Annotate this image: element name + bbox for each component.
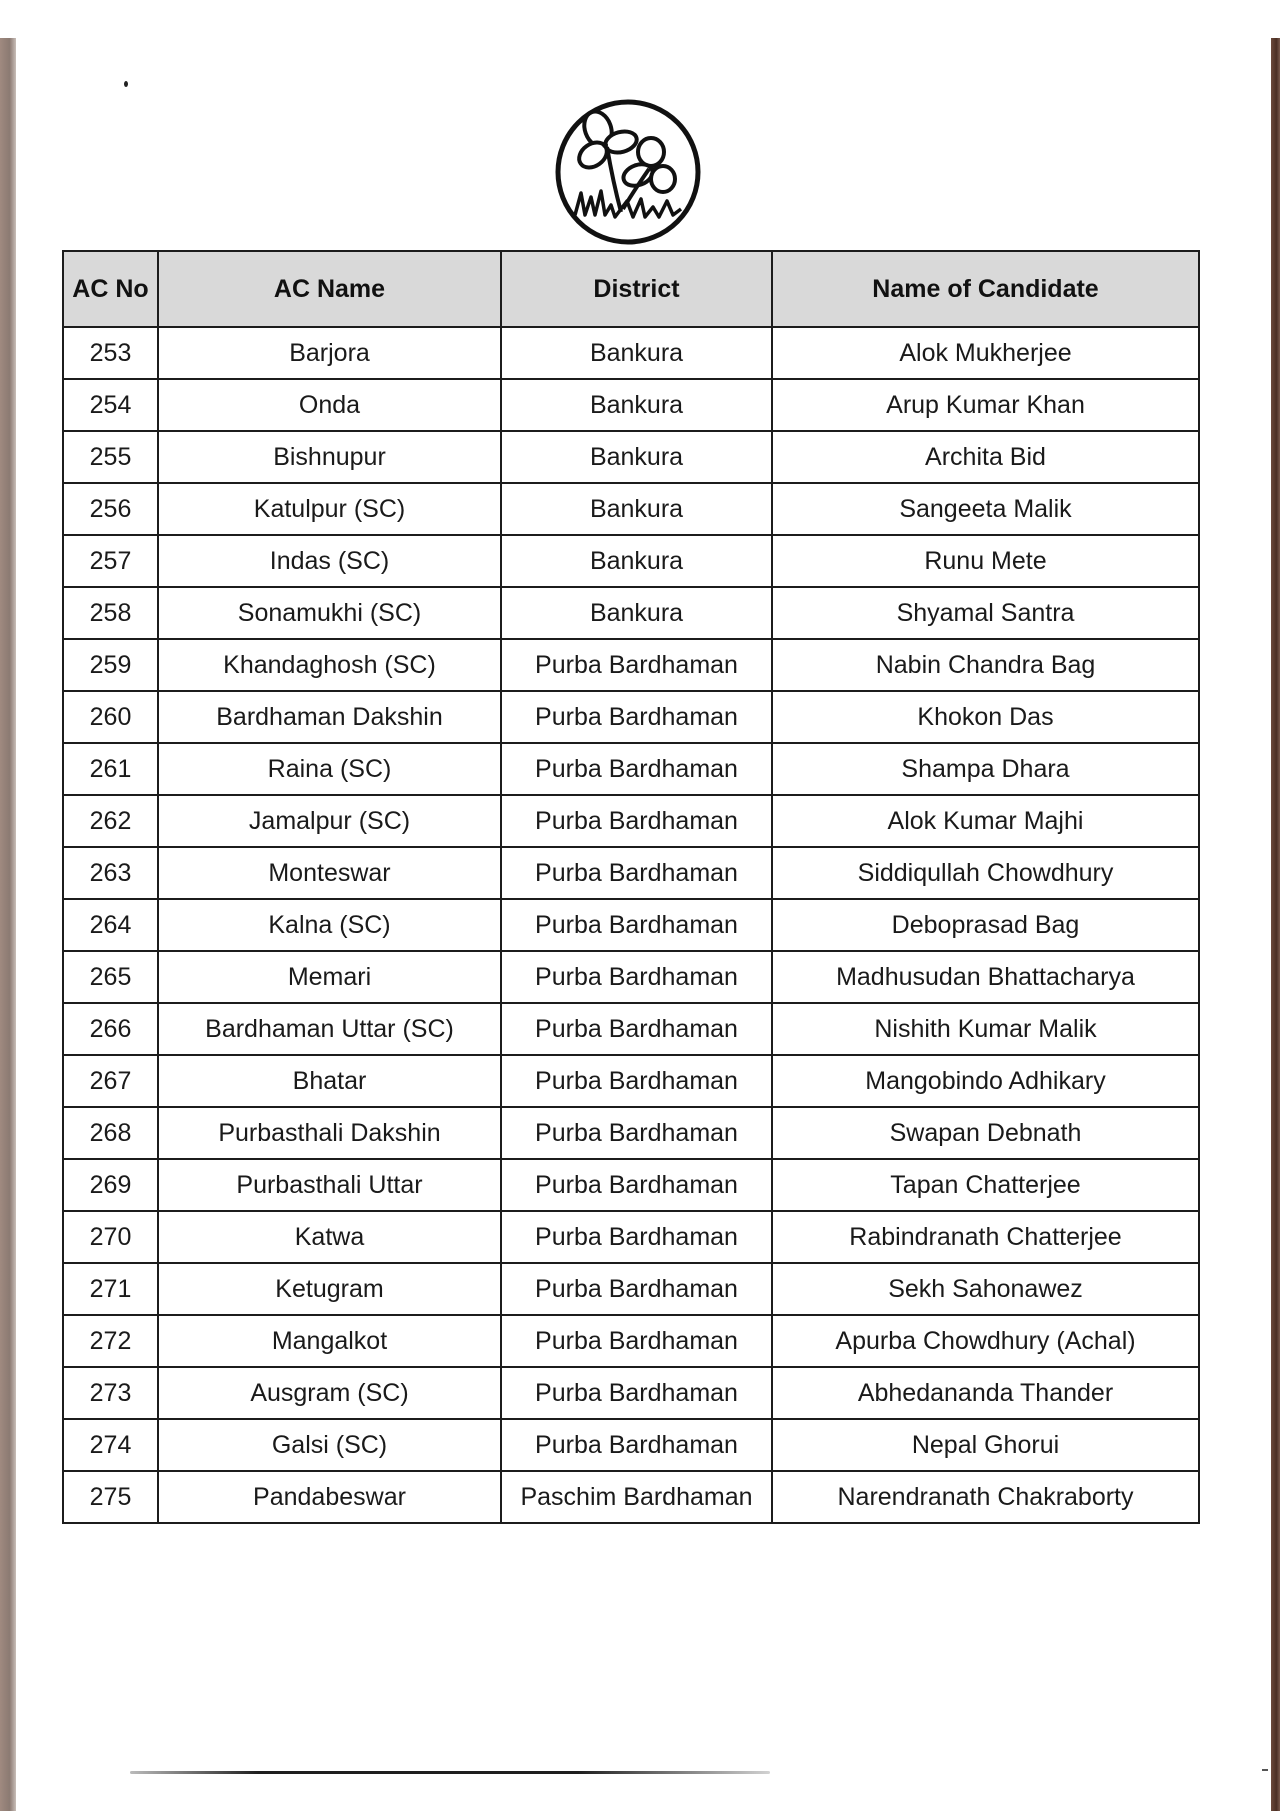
table-row xyxy=(63,535,1199,587)
cell-district: Bankura xyxy=(501,483,772,535)
header-candidate: Name of Candidate xyxy=(772,251,1199,327)
cell-ac-name: Monteswar xyxy=(158,847,501,899)
cell-ac-name: Memari xyxy=(158,951,501,1003)
cell-ac-no: 273 xyxy=(63,1367,158,1419)
cell-candidate: Shampa Dhara xyxy=(772,743,1199,795)
cell-district: Purba Bardhaman xyxy=(501,1315,772,1367)
cell-ac-name: Bardhaman Dakshin xyxy=(158,691,501,743)
cell-ac-no: 260 xyxy=(63,691,158,743)
table-row xyxy=(63,1003,1199,1055)
cell-ac-name: Bhatar xyxy=(158,1055,501,1107)
cell-ac-no: 262 xyxy=(63,795,158,847)
cell-ac-name: Ketugram xyxy=(158,1263,501,1315)
cell-ac-no: 259 xyxy=(63,639,158,691)
cell-ac-no: 254 xyxy=(63,379,158,431)
table-row xyxy=(63,1211,1199,1263)
cell-candidate: Shyamal Santra xyxy=(772,587,1199,639)
cell-ac-no: 261 xyxy=(63,743,158,795)
cell-district: Bankura xyxy=(501,327,772,379)
cell-candidate: Narendranath Chakraborty xyxy=(772,1471,1199,1523)
cell-ac-no: 255 xyxy=(63,431,158,483)
paper-edge-left xyxy=(0,38,16,1811)
cell-ac-name: Onda xyxy=(158,379,501,431)
cell-candidate: Sekh Sahonawez xyxy=(772,1263,1199,1315)
cell-ac-name: Khandaghosh (SC) xyxy=(158,639,501,691)
cell-ac-name: Jamalpur (SC) xyxy=(158,795,501,847)
cell-candidate: Nishith Kumar Malik xyxy=(772,1003,1199,1055)
cell-district: Bankura xyxy=(501,587,772,639)
table-row xyxy=(63,639,1199,691)
paper-edge-right xyxy=(1271,38,1280,1811)
cell-ac-no: 268 xyxy=(63,1107,158,1159)
cell-ac-no: 265 xyxy=(63,951,158,1003)
ink-speck xyxy=(124,81,128,87)
cell-candidate: Runu Mete xyxy=(772,535,1199,587)
cell-ac-name: Katulpur (SC) xyxy=(158,483,501,535)
cell-ac-no: 270 xyxy=(63,1211,158,1263)
cell-district: Purba Bardhaman xyxy=(501,1211,772,1263)
cell-ac-name: Barjora xyxy=(158,327,501,379)
cell-candidate: Alok Kumar Majhi xyxy=(772,795,1199,847)
table-row xyxy=(63,1107,1199,1159)
cell-ac-no: 256 xyxy=(63,483,158,535)
cell-district: Purba Bardhaman xyxy=(501,1107,772,1159)
cell-district: Purba Bardhaman xyxy=(501,1003,772,1055)
table-row xyxy=(63,1315,1199,1367)
cell-candidate: Rabindranath Chatterjee xyxy=(772,1211,1199,1263)
cell-ac-no: 272 xyxy=(63,1315,158,1367)
cell-district: Purba Bardhaman xyxy=(501,1367,772,1419)
cell-candidate: Nepal Ghorui xyxy=(772,1419,1199,1471)
table-header-row xyxy=(63,251,1199,327)
cell-ac-name: Bardhaman Uttar (SC) xyxy=(158,1003,501,1055)
cell-ac-name: Indas (SC) xyxy=(158,535,501,587)
cell-district: Paschim Bardhaman xyxy=(501,1471,772,1523)
cell-ac-name: Raina (SC) xyxy=(158,743,501,795)
cell-candidate: Archita Bid xyxy=(772,431,1199,483)
cell-candidate: Arup Kumar Khan xyxy=(772,379,1199,431)
table-row xyxy=(63,743,1199,795)
cell-candidate: Alok Mukherjee xyxy=(772,327,1199,379)
cell-district: Purba Bardhaman xyxy=(501,1159,772,1211)
edge-mark xyxy=(1262,1769,1268,1771)
cell-ac-name: Purbasthali Dakshin xyxy=(158,1107,501,1159)
cell-district: Purba Bardhaman xyxy=(501,1263,772,1315)
table-row xyxy=(63,691,1199,743)
cell-candidate: Nabin Chandra Bag xyxy=(772,639,1199,691)
cell-ac-no: 274 xyxy=(63,1419,158,1471)
cell-ac-name: Sonamukhi (SC) xyxy=(158,587,501,639)
cell-ac-name: Purbasthali Uttar xyxy=(158,1159,501,1211)
candidate-list-table xyxy=(62,250,1200,1524)
cell-ac-no: 275 xyxy=(63,1471,158,1523)
cell-candidate: Abhedananda Thander xyxy=(772,1367,1199,1419)
twin-flower-logo-icon xyxy=(553,97,703,247)
cell-ac-name: Katwa xyxy=(158,1211,501,1263)
cell-district: Bankura xyxy=(501,535,772,587)
cell-ac-name: Bishnupur xyxy=(158,431,501,483)
cell-ac-no: 257 xyxy=(63,535,158,587)
table-row xyxy=(63,327,1199,379)
cell-district: Purba Bardhaman xyxy=(501,1055,772,1107)
cell-district: Purba Bardhaman xyxy=(501,743,772,795)
cell-ac-no: 267 xyxy=(63,1055,158,1107)
header-district: District xyxy=(501,251,772,327)
cell-district: Bankura xyxy=(501,379,772,431)
cell-candidate: Siddiqullah Chowdhury xyxy=(772,847,1199,899)
header-ac-name: AC Name xyxy=(158,251,501,327)
table-row xyxy=(63,379,1199,431)
cell-ac-no: 253 xyxy=(63,327,158,379)
cell-ac-no: 258 xyxy=(63,587,158,639)
cell-ac-name: Pandabeswar xyxy=(158,1471,501,1523)
cell-candidate: Madhusudan Bhattacharya xyxy=(772,951,1199,1003)
table-row xyxy=(63,1419,1199,1471)
table-row xyxy=(63,951,1199,1003)
cell-district: Purba Bardhaman xyxy=(501,1419,772,1471)
cell-district: Purba Bardhaman xyxy=(501,899,772,951)
cell-district: Purba Bardhaman xyxy=(501,847,772,899)
cell-district: Purba Bardhaman xyxy=(501,795,772,847)
table-row xyxy=(63,587,1199,639)
cell-district: Purba Bardhaman xyxy=(501,691,772,743)
cell-candidate: Mangobindo Adhikary xyxy=(772,1055,1199,1107)
table-row xyxy=(63,1367,1199,1419)
cell-candidate: Tapan Chatterjee xyxy=(772,1159,1199,1211)
cell-candidate: Khokon Das xyxy=(772,691,1199,743)
cell-candidate: Swapan Debnath xyxy=(772,1107,1199,1159)
cell-ac-name: Kalna (SC) xyxy=(158,899,501,951)
table-row xyxy=(63,795,1199,847)
table-row xyxy=(63,431,1199,483)
cell-ac-no: 264 xyxy=(63,899,158,951)
header-ac-no: AC No xyxy=(63,251,158,327)
cell-ac-no: 266 xyxy=(63,1003,158,1055)
footer-rule xyxy=(130,1771,770,1774)
cell-candidate: Deboprasad Bag xyxy=(772,899,1199,951)
cell-ac-no: 269 xyxy=(63,1159,158,1211)
cell-candidate: Sangeeta Malik xyxy=(772,483,1199,535)
table-row xyxy=(63,847,1199,899)
table-row xyxy=(63,1055,1199,1107)
table-row xyxy=(63,483,1199,535)
cell-district: Purba Bardhaman xyxy=(501,951,772,1003)
cell-candidate: Apurba Chowdhury (Achal) xyxy=(772,1315,1199,1367)
cell-ac-name: Galsi (SC) xyxy=(158,1419,501,1471)
cell-ac-name: Ausgram (SC) xyxy=(158,1367,501,1419)
cell-ac-name: Mangalkot xyxy=(158,1315,501,1367)
table-row xyxy=(63,899,1199,951)
cell-district: Bankura xyxy=(501,431,772,483)
table-row xyxy=(63,1159,1199,1211)
cell-ac-no: 263 xyxy=(63,847,158,899)
table-row xyxy=(63,1263,1199,1315)
table-row xyxy=(63,1471,1199,1523)
cell-district: Purba Bardhaman xyxy=(501,639,772,691)
cell-ac-no: 271 xyxy=(63,1263,158,1315)
